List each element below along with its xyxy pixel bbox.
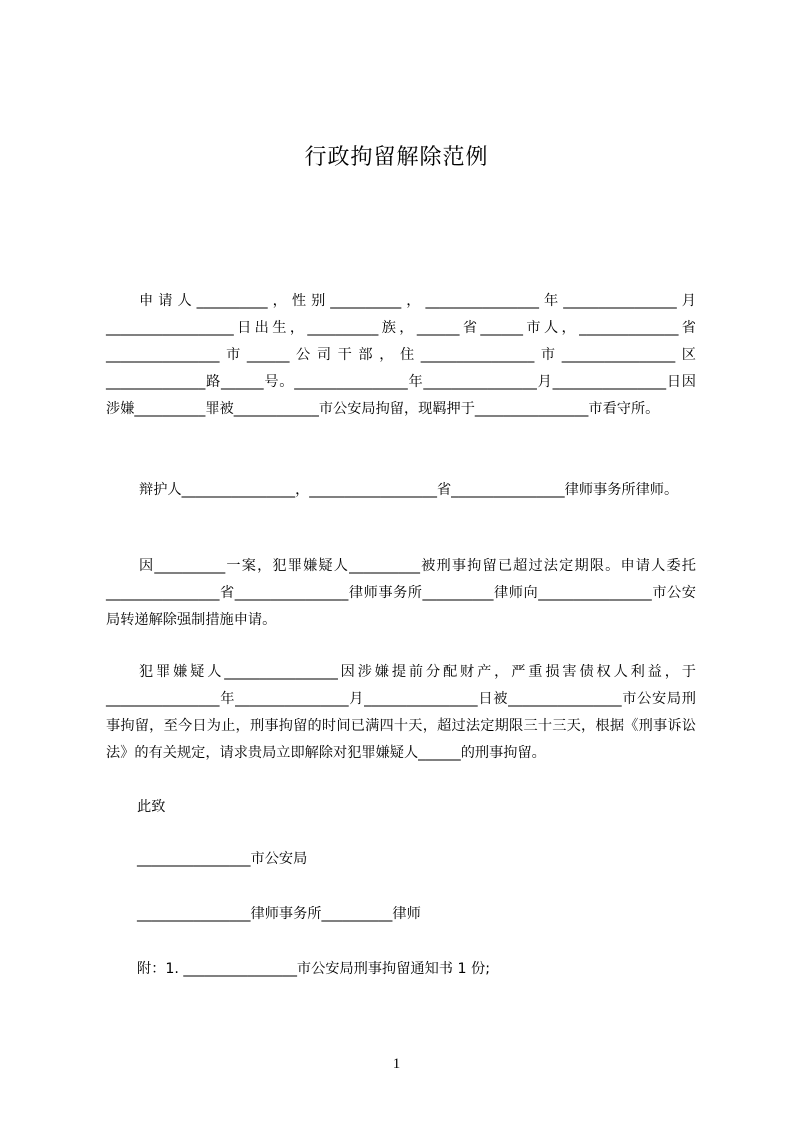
reason-paragraph: 犯罪嫌疑人________________因涉嫌提前分配财产，严重损害债权人利益，于________________年________________月________________日被________________市公安局刑事拘留，至今日为止，刑事拘留的时间已满四十天，超过法定期限三十三天，根据《刑事诉讼法》的有关规定，请求贵局立即解除对犯罪嫌疑人______的刑事拘留。 (106, 664, 696, 761)
request-paragraph: 因__________一案，犯罪嫌疑人__________被刑事拘留已超过法定期限。申请人委托________________省________________律师事务所__________律师向________________市公安局转递解除强制措施申请。 (106, 558, 696, 628)
lawyer-signature-line: ________________律师事务所__________律师 (137, 906, 421, 922)
defender-paragraph: 辩护人________________，__________________省________________律师事务所律师。 (139, 482, 679, 498)
recipient-line: ________________市公安局 (137, 851, 308, 867)
page-number: 1 (392, 1056, 401, 1072)
document-title: 行政拘留解除范例 (304, 145, 489, 170)
applicant-paragraph: 申请人__________，性别__________，________________年________________月__________________日出生，__________族，______省______市人，______________省________________市______公司干部，住________________市________________区______________路______号。________________年________________月________________日因涉嫌__________罪被____________市公安局拘留，现羁押于________________市看守所。 (106, 293, 696, 417)
attachment-line: 附：1. ________________市公安局刑事拘留通知书 1 份; (137, 961, 490, 977)
salutation: 此致 (137, 799, 166, 815)
